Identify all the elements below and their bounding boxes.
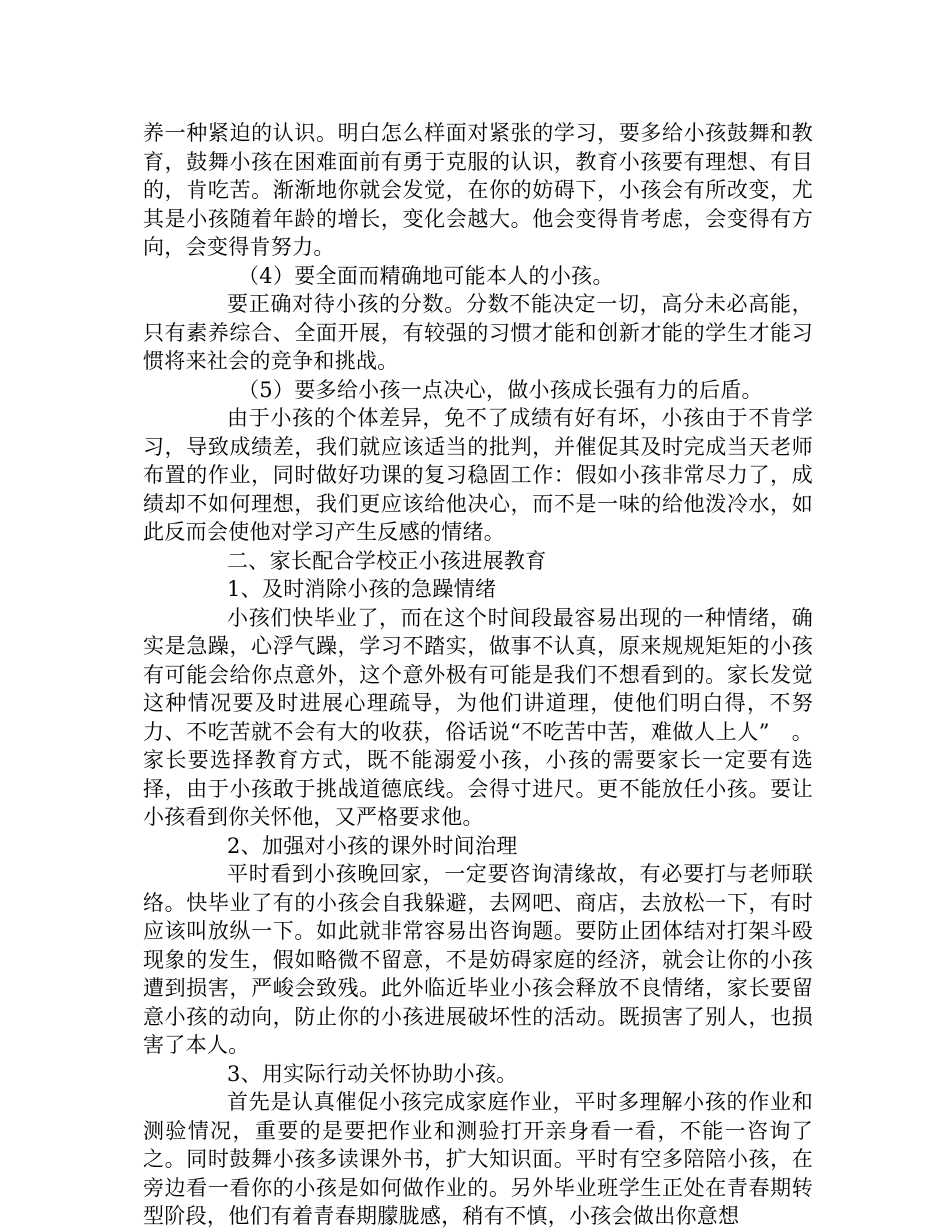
- section-heading: （4）要全面而精确地可能本人的小孩。: [238, 263, 614, 288]
- subsection-heading: 2、加强对小孩的课外时间治理: [227, 833, 518, 858]
- body-paragraph: 首先是认真催促小孩完成家庭作业，平时多理解小孩的作业和测验情况，重要的是要把作业和测验打开亲身看一看，不能一咨询了之。同时鼓舞小孩多读课外书，扩大知识面。平时有空多陪陪小孩，在旁边看一看你的小孩是如何做作业的。另外毕业班学生正处在青春期转型阶段，他们有着青春期朦胧感，稍有不慎，小孩会做出你意想: [143, 1090, 813, 1228]
- section-heading: （5）要多给小孩一点决心，做小孩成长强有力的后盾。: [238, 377, 763, 402]
- body-paragraph: 小孩们快毕业了，而在这个时间段最容易出现的一种情绪，确实是急躁，心浮气躁，学习不踏实，做事不认真，原来规规矩矩的小孩有可能会给你点意外，这个意外极有可能是我们不想看到的。家长发觉这种情况要及时进展心理疏导，为他们讲道理，使他们明白得，不努力、不吃苦就不会有大的收获，俗话说“不吃苦中苦，难做人上人” 。家长要选择教育方式，既不能溺爱小孩，小孩的需要家长一定要有选择，由于小孩敢于挑战道德底线。会得寸进尺。更不能放任小孩。要让小孩看到你关怀他，又严格要求他。: [143, 605, 813, 829]
- section-heading: 二、家长配合学校正小孩进展教育: [227, 548, 547, 573]
- body-paragraph: 平时看到小孩晚回家，一定要咨询清缘故，有必要打与老师联络。快毕业了有的小孩会自我躲避，去网吧、商店，去放松一下，有时应该叫放纵一下。如此就非常容易出咨询题。要防止团体结对打架斗殴现象的发生，假如略微不留意，不是妨碍家庭的经济，就会让你的小孩遭到损害，严峻会致残。此外临近毕业小孩会释放不良情绪，家长要留意小孩的动向，防止你的小孩进展破坏性的活动。既损害了别人，也损害了本人。: [143, 862, 813, 1057]
- subsection-heading: 3、用实际行动关怀协助小孩。: [227, 1061, 518, 1086]
- subsection-heading: 1、及时消除小孩的急躁情绪: [227, 577, 497, 601]
- body-paragraph: 养一种紧迫的认识。明白怎么样面对紧张的学习，要多给小孩鼓舞和教育，鼓舞小孩在困难面前有勇于克服的认识，教育小孩要有理想、有目的，肯吃苦。渐渐地你就会发觉，在你的妨碍下，小孩会有所改变，尤其是小孩随着年龄的增长，变化会越大。他会变得肯考虑，会变得有方向，会变得肯努力。: [143, 121, 813, 259]
- body-paragraph: 由于小孩的个体差异，免不了成绩有好有坏，小孩由于不肯学习，导致成绩差，我们就应该适当的批判，并催促其及时完成当天老师布置的作业，同时做好功课的复习稳固工作：假如小孩非常尽力了，成绩却不如何理想，我们更应该给他决心，而不是一味的给他泼冷水，如此反而会使他对学习产生反感的情绪。: [143, 406, 813, 544]
- body-paragraph: 要正确对待小孩的分数。分数不能决定一切，高分未必高能，只有素养综合、全面开展，有较强的习惯才能和创新才能的学生才能习惯将来社会的竞争和挑战。: [143, 292, 813, 373]
- document-page: [143, 119, 813, 1231]
